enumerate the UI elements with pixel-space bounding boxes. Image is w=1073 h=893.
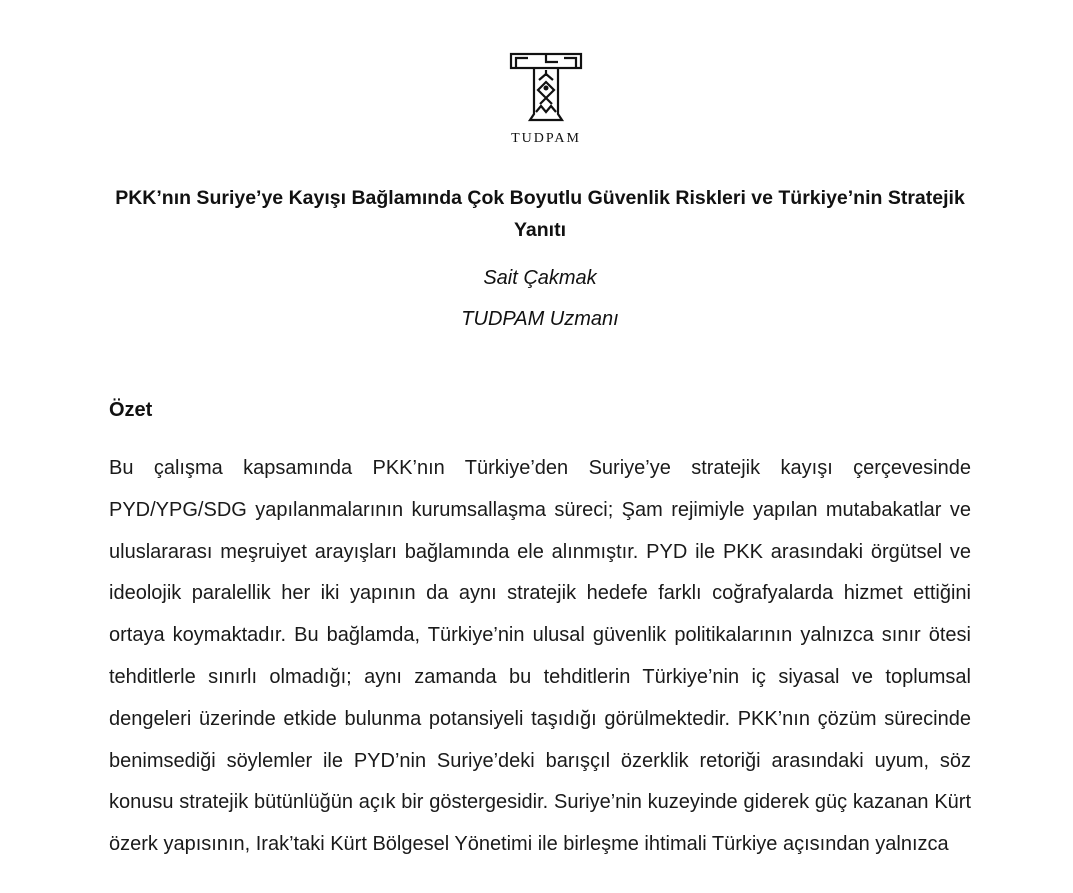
logo-text: TUDPAM xyxy=(511,131,581,146)
tudpam-emblem-icon xyxy=(506,48,586,128)
summary-heading: Özet xyxy=(109,399,153,421)
author-role: TUDPAM Uzmanı xyxy=(461,308,619,330)
author-name: Sait Çakmak xyxy=(483,267,597,289)
document-title: PKK’nın Suriye’ye Kayışı Bağlamında Çok Boyutlu Güvenlik Riskleri ve Türkiye’nin Stratejik Yanıtı xyxy=(115,187,965,241)
summary-paragraph: Bu çalışma kapsamında PKK’nın Türkiye’den Suriye’ye stratejik kayışı çerçevesinde PYD/YPG/SDG yapılanmalarının kurumsallaşma süreci; Şam rejimiyle yapılan mutabakatlar ve uluslararası meşruiyet arayışları bağlamında ele alınmıştır. PYD ile PKK arasındaki örgütsel ve ideolojik paralellik her iki yapının da aynı stratejik hedefe farklı coğrafyalarda hizmet ettiğini ortaya koymaktadır. Bu bağlamda, Türkiye’nin ulusal güvenlik politikalarının yalnızca sınır ötesi tehditlerle sınırlı olmadığı; aynı zamanda bu tehditlerin Türkiye’nin iç siyasal ve toplumsal dengeleri üzerinde etkide bulunma potansiyeli taşıdığı görülmektedir. PKK’nın çözüm sürecinde benimsediği söylemler ile PYD’nin Suriye’deki barışçıl özerklik retoriği arasındaki uyum, söz konusu stratejik bütünlüğün açık bir göstergesidir. Suriye’nin kuzeyinde giderek güç kazanan Kürt özerk yapısının, Irak’taki Kürt Bölgesel Yönetimi ile birleşme ihtimali Türkiye açısından yalnızca xyxy=(109,457,971,856)
tudpam-logo xyxy=(500,48,592,148)
